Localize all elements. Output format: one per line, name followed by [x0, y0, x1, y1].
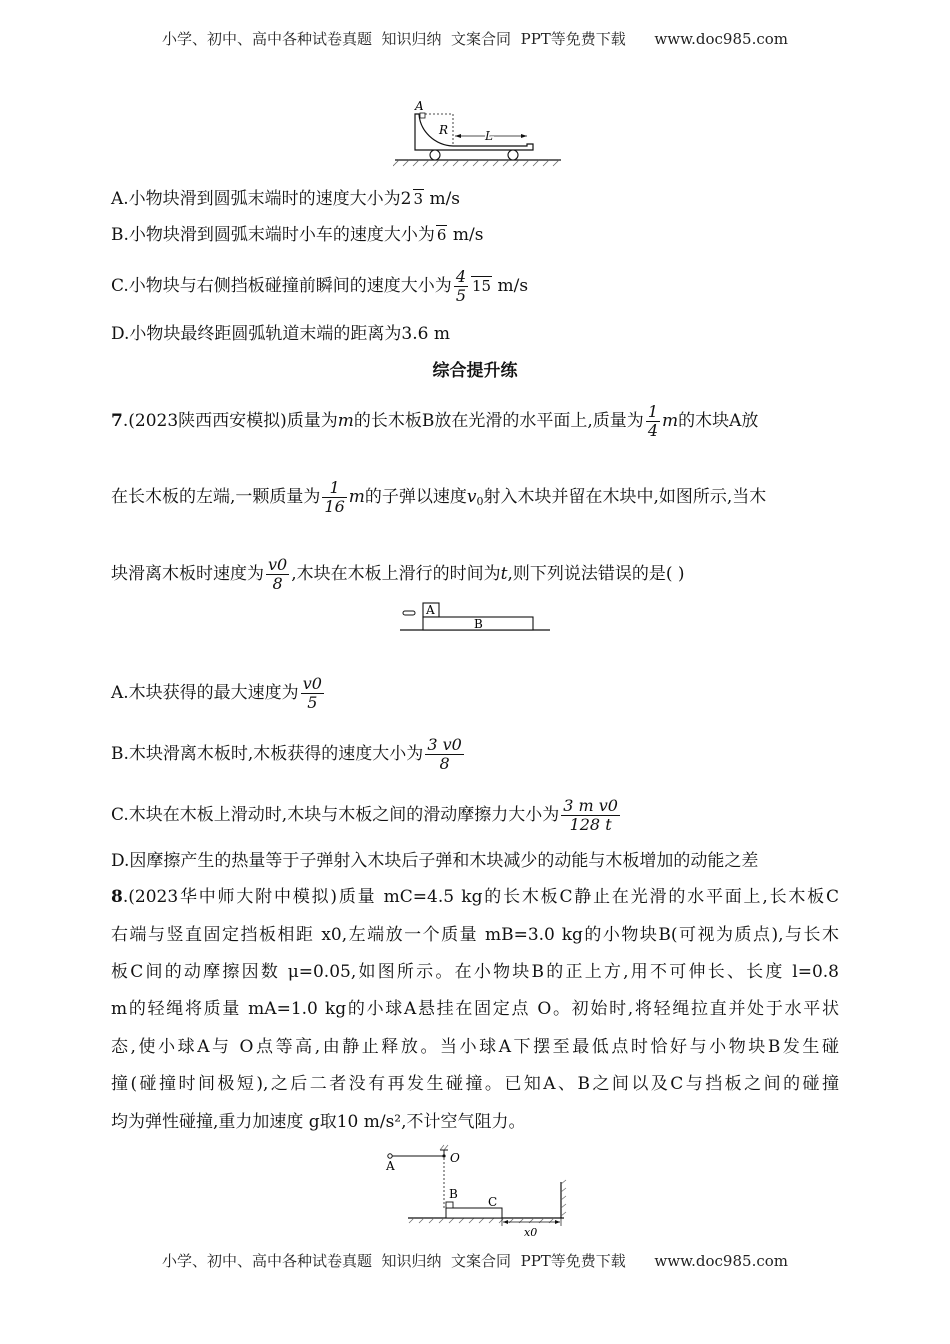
fraction: $\frac{v0}{5}$ — [302, 674, 322, 712]
fraction: $\frac{4}{5}$ — [455, 267, 466, 305]
fraction: $\frac{1}{16}$ — [324, 478, 345, 516]
fraction: $\frac{v0}{8}$ — [268, 555, 288, 593]
q8-line-6: 撞(碰撞时间极短),之后二者没有再发生碰撞。已知A、B之间以及C与挡板之间的碰撞 — [111, 1074, 839, 1094]
sqrt-symbol: 6 — [436, 226, 447, 244]
q8-line-4: m的轻绳将质量 mA=1.0 kg的小球A悬挂在固定点 O。初始时,将轻绳拉直并处于水平状 — [111, 999, 839, 1019]
q6-option-b[interactable]: B.小物块滑到圆弧末端时小车的速度大小为 6 m/s — [111, 225, 484, 245]
fig3-label-A: A — [386, 1159, 395, 1173]
fig1-label-R: R — [439, 123, 449, 137]
figure-cart-arc — [393, 98, 563, 170]
section-title: 综合提升练 — [432, 361, 518, 381]
fig1-label-A: A — [415, 99, 424, 113]
q7-option-a[interactable]: A.木块获得的最大速度为 $\frac{v0}{5}$ — [111, 674, 322, 712]
fig3-label-C: C — [488, 1195, 498, 1209]
sqrt-symbol: 3 — [413, 190, 424, 208]
figure-pendulum-board — [380, 1142, 580, 1240]
figure-bullet-block — [398, 600, 554, 636]
q8-line-3: 板C间的动摩擦因数 μ=0.05,如图所示。在小物块B的正上方,用不可伸长、长度 l=0.8 — [111, 962, 839, 982]
fig3-label-B: B — [449, 1187, 458, 1201]
fig1-label-L: L — [485, 129, 493, 143]
sqrt-symbol: 15 — [472, 277, 492, 295]
q8-line-2: 右端与竖直固定挡板相距 x0,左端放一个质量 mB=3.0 kg的小物块B(可视为质点),与长木 — [111, 925, 839, 945]
page-footer: 小学、初中、高中各种试卷真题 知识归纳 文案合同 PPT等免费下载 www.doc985.com — [161, 1252, 788, 1270]
q6-option-c[interactable]: C.小物块与右侧挡板碰撞前瞬间的速度大小为 $\frac{4}{5}$ 15 m/s — [111, 267, 529, 305]
fraction: $\frac{3 v0}{8}$ — [427, 735, 462, 773]
q7-option-b[interactable]: B.木块滑离木板时,木板获得的速度大小为 $\frac{3 v0}{8}$ — [111, 735, 462, 773]
fig2-label-B: B — [474, 617, 483, 631]
fig2-label-A: A — [426, 603, 435, 617]
page-header: 小学、初中、高中各种试卷真题 知识归纳 文案合同 PPT等免费下载 www.doc985.com — [161, 30, 788, 48]
q7-line-2: 在长木板的左端,一颗质量为 $\frac{1}{16}$ m的子弹以速度$v_0$射入木块并留在木块中,如图所示,当木 — [111, 478, 767, 516]
q8-line-5: 态,使小球A与 O点等高,由静止释放。当小球A下摆至最低点时恰好与小物块B发生碰 — [111, 1037, 839, 1057]
fraction: $\frac{\text{3 m v0}}{128 t}$ — [563, 796, 618, 834]
q7-line-3: 块滑离木板时速度为 $\frac{v0}{8}$ ,木块在木板上滑行的时间为t,则下列说法错误的是( ) — [111, 555, 685, 593]
q6-option-d[interactable]: D.小物块最终距圆弧轨道末端的距离为3.6 m — [111, 324, 450, 344]
q7-option-d[interactable]: D.因摩擦产生的热量等于子弹射入木块后子弹和木块减少的动能与木板增加的动能之差 — [111, 851, 759, 871]
q8-line-7: 均为弹性碰撞,重力加速度 g取10 m/s²,不计空气阻力。 — [111, 1112, 526, 1132]
fig3-label-x0: x0 — [524, 1226, 538, 1239]
fraction: $\frac{1}{4}$ — [647, 402, 658, 440]
q6-option-a[interactable]: A.小物块滑到圆弧末端时的速度大小为2 3 m/s — [111, 189, 461, 209]
fig3-label-O: O — [450, 1151, 460, 1165]
q8-line-1: 8.(2023华中师大附中模拟)质量 mC=4.5 kg的长木板C静止在光滑的水平面上,长木板C — [111, 887, 839, 907]
q7-option-c[interactable]: C.木块在木板上滑动时,木块与木板之间的滑动摩擦力大小为 $\frac{\text{3 m v0}}{128 t}$ — [111, 796, 618, 834]
q7-line-1: 7.(2023陕西西安模拟)质量为m的长木板B放在光滑的水平面上,质量为 $\frac{1}{4}$ m的木块A放 — [111, 402, 759, 440]
